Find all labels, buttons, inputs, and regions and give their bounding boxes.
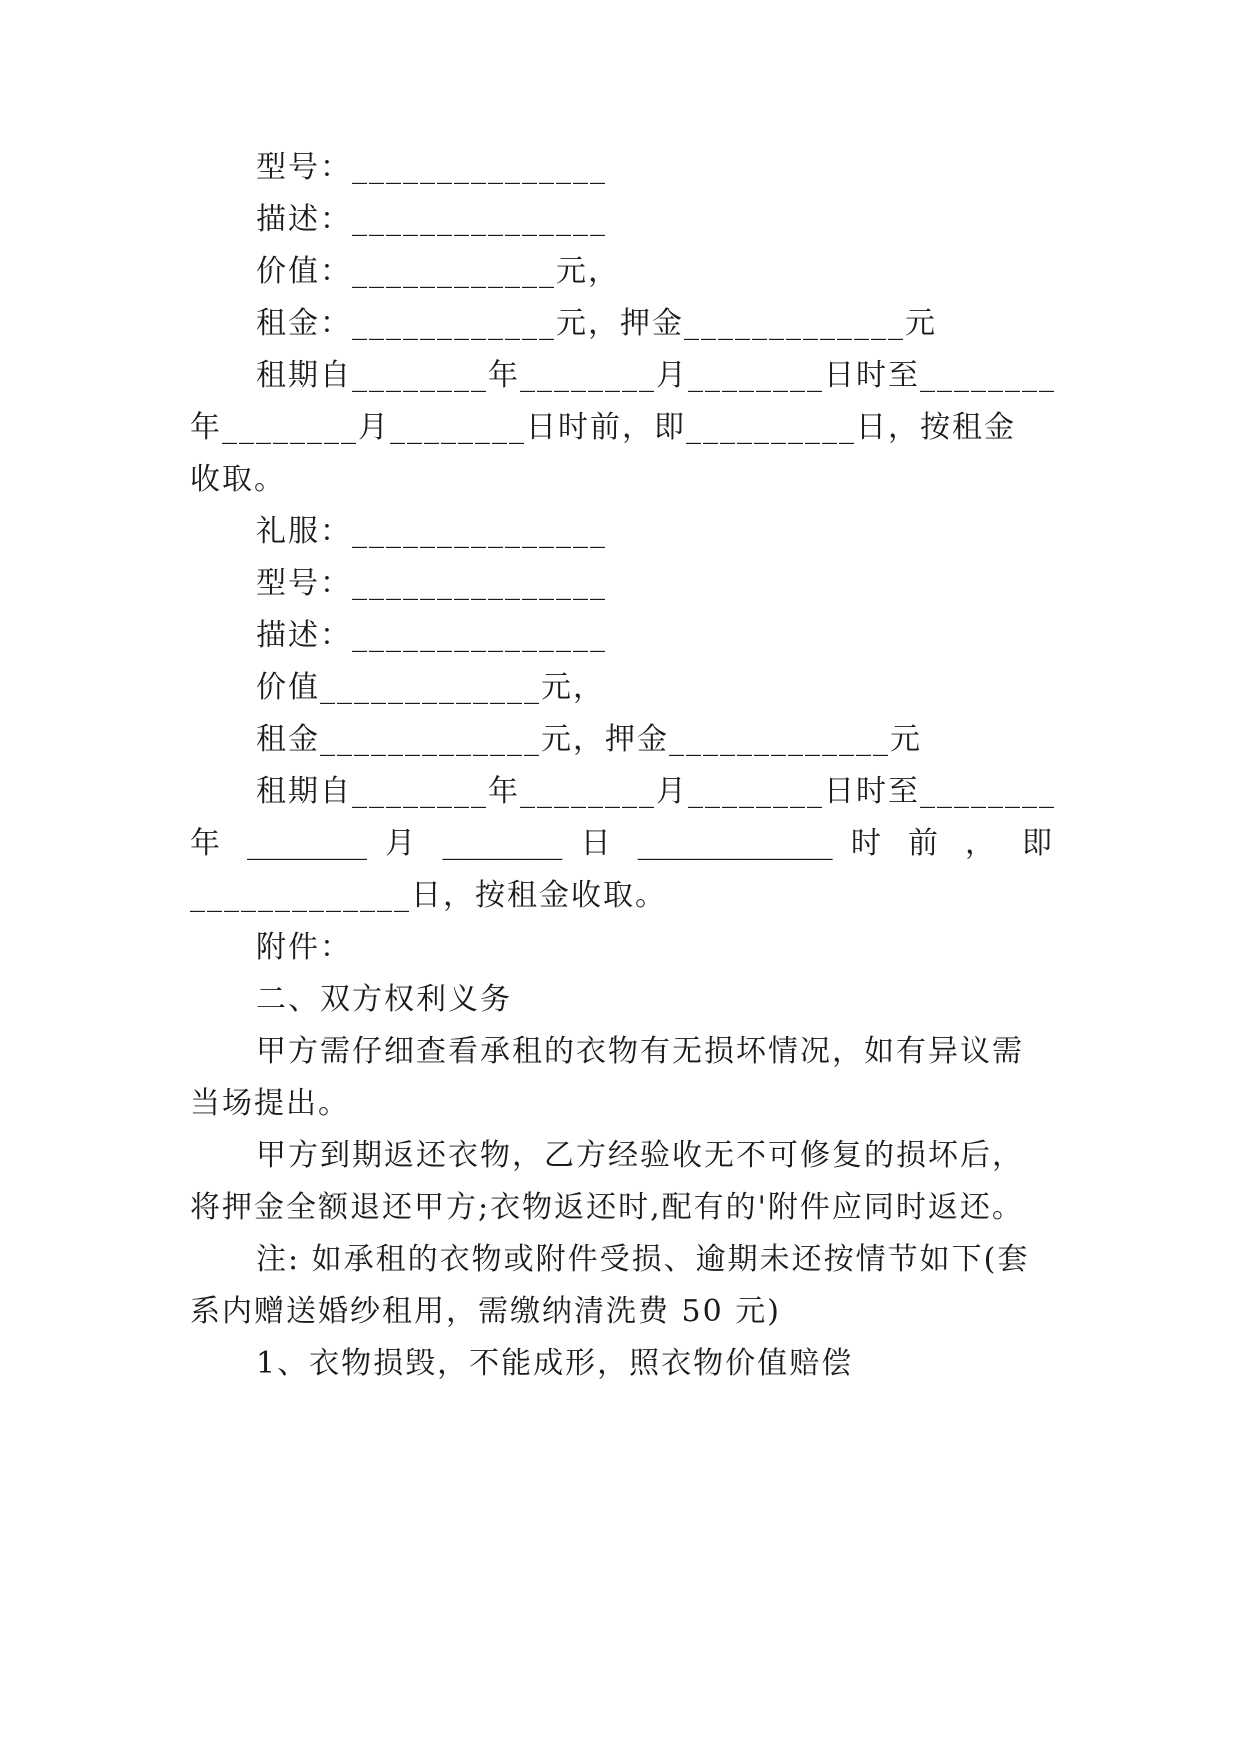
- clause-return-cont: 将押金全额退还甲方;衣物返还时,配有的'附件应同时返还。: [190, 1190, 1024, 1225]
- gown-field-line: 礼服：_______________: [256, 514, 607, 549]
- rental-period-line: 租期自________年________月________日时至________: [256, 358, 1056, 393]
- item-1-damage: 1、衣物损毁，不能成形，照衣物价值赔偿: [256, 1346, 854, 1381]
- rental-period-line-2: 租期自________年________月________日时至________: [256, 774, 1056, 809]
- section-heading-rights: 二、双方权利义务: [256, 982, 512, 1017]
- rent-deposit-line-2: 租金_____________元，押金_____________元: [256, 722, 922, 757]
- note-damage: 注: 如承租的衣物或附件受损、逾期未还按情节如下(套: [256, 1242, 1030, 1277]
- model-field-line: 型号：_______________: [256, 150, 607, 185]
- clause-inspection: 甲方需仔细查看承租的衣物有无损坏情况，如有异议需: [256, 1034, 1024, 1069]
- rental-period-end-2: _____________日，按租金收取。: [190, 878, 667, 913]
- rental-period-end: 收取。: [190, 462, 286, 497]
- value-field-line: 价值：____________元，: [256, 254, 620, 289]
- description-field-line: 描述：_______________: [256, 202, 607, 237]
- description-field-line-2: 描述：_______________: [256, 618, 607, 653]
- rental-period-continuation-2: 年 ________ 月 ________ 日 _____________ 时 前 ， 即: [190, 826, 1052, 861]
- rent-deposit-line: 租金：____________元，押金_____________元: [256, 306, 937, 341]
- value-field-line-2: 价值_____________元，: [256, 670, 605, 705]
- clause-inspection-cont: 当场提出。: [190, 1086, 350, 1121]
- attachments-label: 附件：: [256, 930, 352, 965]
- rental-period-continuation: 年________月________日时前，即__________日，按租金: [190, 410, 1016, 445]
- model-field-line-2: 型号：_______________: [256, 566, 607, 601]
- note-damage-cont: 系内赠送婚纱租用，需缴纳清洗费 50 元): [190, 1294, 781, 1329]
- clause-return: 甲方到期返还衣物，乙方经验收无不可修复的损坏后，: [256, 1138, 1024, 1173]
